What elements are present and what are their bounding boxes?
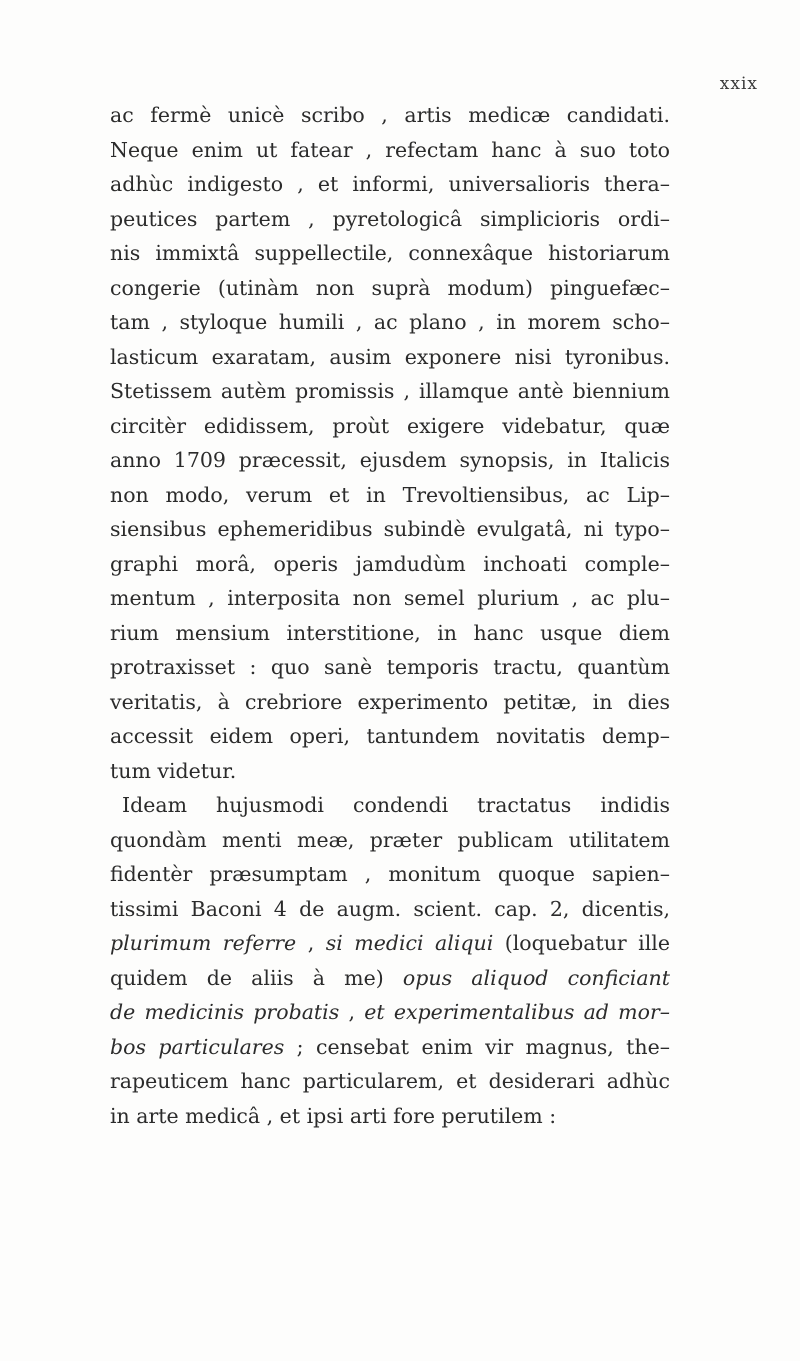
text-segment: congerie (utinàm non suprà modum) pinguefæc– bbox=[110, 275, 670, 300]
text-line bbox=[110, 167, 670, 202]
text-segment: tam , styloque humili , ac plano , in morem scho– bbox=[110, 310, 670, 334]
text-line bbox=[110, 236, 670, 271]
italic-text-segment: et experimentalibus ad mor– bbox=[364, 1000, 670, 1024]
text-segment: nis immixtâ suppellectile, connexâque historiarum bbox=[110, 241, 670, 265]
text-line bbox=[110, 202, 670, 237]
text-line bbox=[110, 512, 670, 547]
italic-text-segment: si medici aliqui bbox=[325, 931, 494, 955]
text-line bbox=[110, 478, 670, 513]
text-segment: Neque enim ut fatear , refectam hanc à suo toto bbox=[110, 137, 670, 162]
text-segment: tissimi Baconi 4 de augm. scient. cap. 2, dicentis, bbox=[110, 896, 670, 921]
text-segment: tum videtur. bbox=[110, 758, 237, 783]
text-segment: anno 1709 præcessit, ejusdem synopsis, in Italicis bbox=[110, 448, 670, 472]
text-line bbox=[110, 685, 670, 720]
text-segment: , bbox=[339, 1000, 365, 1024]
text-segment: (loquebatur ille bbox=[493, 931, 670, 955]
text-line bbox=[110, 305, 670, 340]
text-segment: veritatis, à crebriore experimento petitæ, in dies bbox=[110, 689, 670, 714]
text-line bbox=[110, 857, 670, 892]
text-segment: siensibus ephemeridibus subindè evulgatâ, ni typo– bbox=[110, 517, 670, 541]
text-line bbox=[110, 926, 670, 961]
italic-text-segment: opus aliquod conficiant bbox=[402, 965, 670, 990]
text-line bbox=[110, 616, 670, 651]
text-line bbox=[110, 650, 670, 685]
text-line bbox=[110, 271, 670, 306]
text-line bbox=[110, 443, 670, 478]
text-segment: lasticum exaratam, ausim exponere nisi tyronibus. bbox=[110, 344, 670, 369]
text-segment: , bbox=[296, 931, 326, 955]
text-line bbox=[110, 340, 670, 375]
text-segment: rapeuticem hanc particularem, et desiderari adhùc bbox=[110, 1069, 670, 1093]
text-segment: ac fermè unicè scribo , artis medicæ candidati. bbox=[110, 103, 670, 127]
text-segment: circitèr edidissem, proùt exigere videbatur, quæ bbox=[110, 413, 670, 438]
text-line bbox=[110, 133, 670, 168]
text-line bbox=[110, 581, 670, 616]
text-line bbox=[110, 892, 670, 927]
text-line bbox=[110, 788, 670, 823]
text-segment: quidem de aliis à me) bbox=[110, 965, 403, 990]
text-segment: Ideam hujusmodi condendi tractatus indidis bbox=[122, 793, 670, 817]
text-segment: fidentèr præsumptam , monitum quoque sapien– bbox=[110, 862, 670, 886]
text-segment: non modo, verum et in Trevoltiensibus, ac Lip– bbox=[110, 482, 670, 507]
body-text bbox=[110, 98, 790, 1133]
text-line bbox=[110, 961, 670, 996]
text-segment: graphi morâ, operis jamdudùm inchoati comple– bbox=[110, 551, 670, 576]
italic-text-segment: plurimum referre bbox=[110, 931, 297, 955]
text-line bbox=[110, 823, 670, 858]
text-line bbox=[110, 547, 670, 582]
italic-text-segment: de medicinis probatis bbox=[110, 1000, 340, 1024]
text-segment: protraxisset : quo sanè temporis tractu, quantùm bbox=[110, 655, 670, 679]
text-line bbox=[110, 1030, 670, 1065]
text-line bbox=[110, 754, 670, 789]
text-line bbox=[110, 719, 670, 754]
text-segment: adhùc indigesto , et informi, universalioris thera– bbox=[110, 172, 670, 196]
text-segment: Stetissem autèm promissis , illamque antè biennium bbox=[110, 379, 670, 403]
text-line bbox=[110, 409, 670, 444]
text-segment: in arte medicâ , et ipsi arti fore perutilem : bbox=[110, 1103, 557, 1128]
page-number: xxix bbox=[719, 74, 758, 94]
text-segment: peutices partem , pyretologicâ simplicioris ordi– bbox=[110, 206, 670, 231]
text-line bbox=[110, 98, 670, 133]
text-segment: ; censebat enim vir magnus, the– bbox=[284, 1034, 670, 1059]
text-segment: accessit eidem operi, tantundem novitatis demp– bbox=[110, 724, 670, 748]
text-line bbox=[110, 995, 670, 1030]
italic-text-segment: bos particulares bbox=[110, 1034, 285, 1059]
text-line bbox=[110, 1064, 670, 1099]
text-line bbox=[110, 1099, 670, 1134]
text-segment: mentum , interposita non semel plurium , ac plu– bbox=[110, 586, 670, 610]
text-line bbox=[110, 374, 670, 409]
text-segment: quondàm menti meæ, præter publicam utilitatem bbox=[110, 827, 670, 852]
text-segment: rium mensium interstitione, in hanc usque diem bbox=[110, 620, 670, 645]
